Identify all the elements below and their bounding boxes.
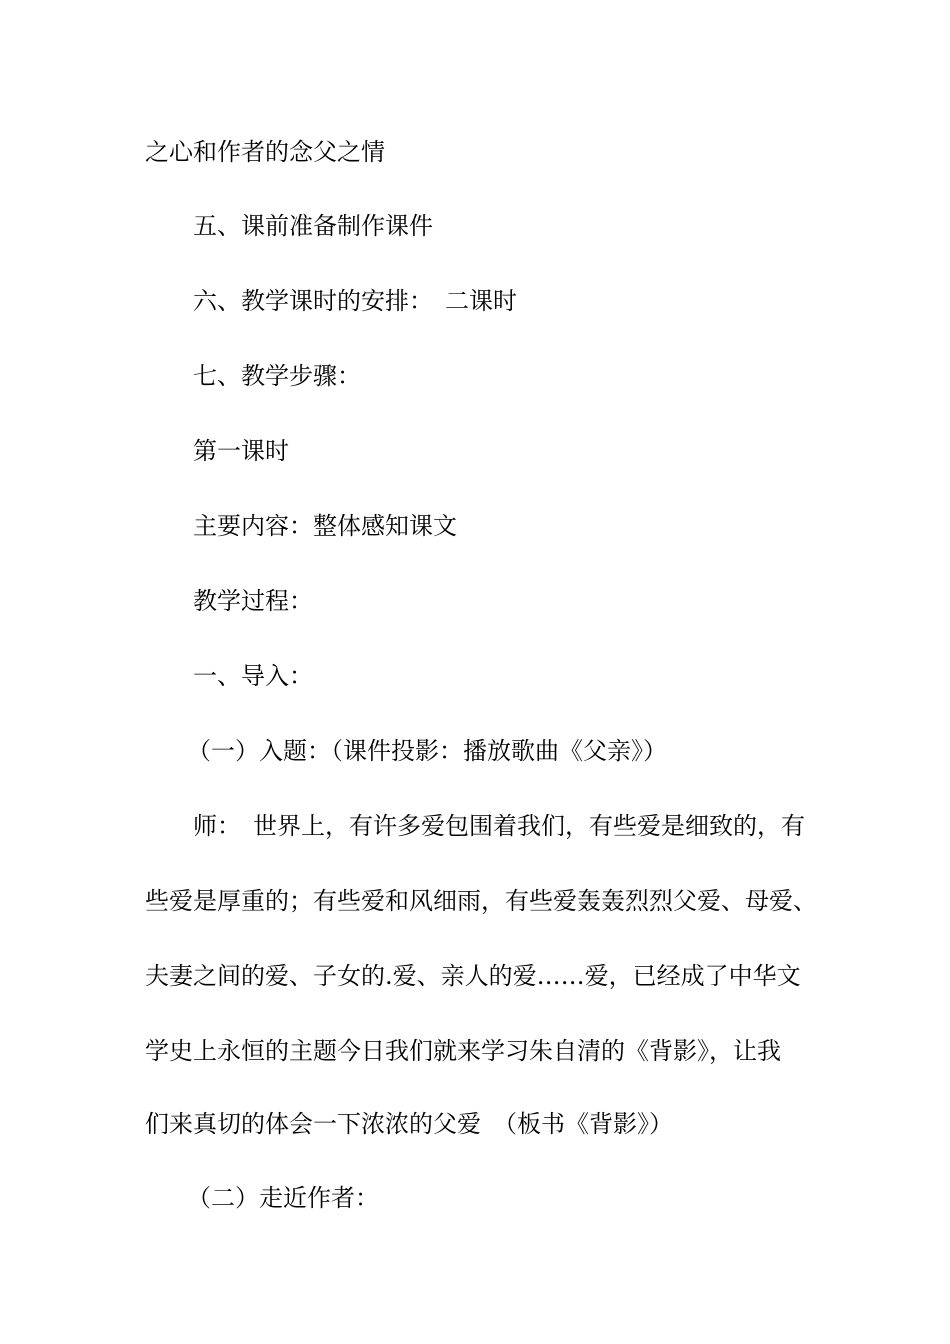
paragraph-line: 些爱是厚重的；有些爱和风细雨，有些爱轰轰烈烈父爱、母爱、 — [145, 887, 817, 915]
paragraph-line: 们来真切的体会一下浓浓的父爱 （板书《背影》） — [145, 1110, 673, 1138]
section-heading: 五、课前准备制作课件 — [193, 212, 433, 240]
paragraph-line: 学史上永恒的主题今日我们就来学习朱自清的《背影》，让我 — [145, 1037, 781, 1065]
subsection-heading: （二）走近作者： — [187, 1184, 379, 1212]
text-line: 之心和作者的念父之情 — [145, 138, 385, 166]
paragraph-line: 师： 世界上，有许多爱包围着我们，有些爱是细致的，有 — [193, 812, 805, 840]
process-heading: 教学过程： — [193, 587, 313, 615]
subsection-heading: （一）入题：（课件投影：播放歌曲《父亲》） — [187, 737, 667, 765]
lesson-title: 第一课时 — [193, 437, 289, 465]
section-heading: 一、导入： — [193, 662, 313, 690]
section-heading: 七、教学步骤： — [193, 362, 361, 390]
section-heading: 六、教学课时的安排： 二课时 — [193, 287, 517, 315]
main-content-line: 主要内容：整体感知课文 — [193, 512, 457, 540]
paragraph-line: 夫妻之间的爱、子女的.爱、亲人的爱……爱，已经成了中华文 — [145, 962, 801, 990]
